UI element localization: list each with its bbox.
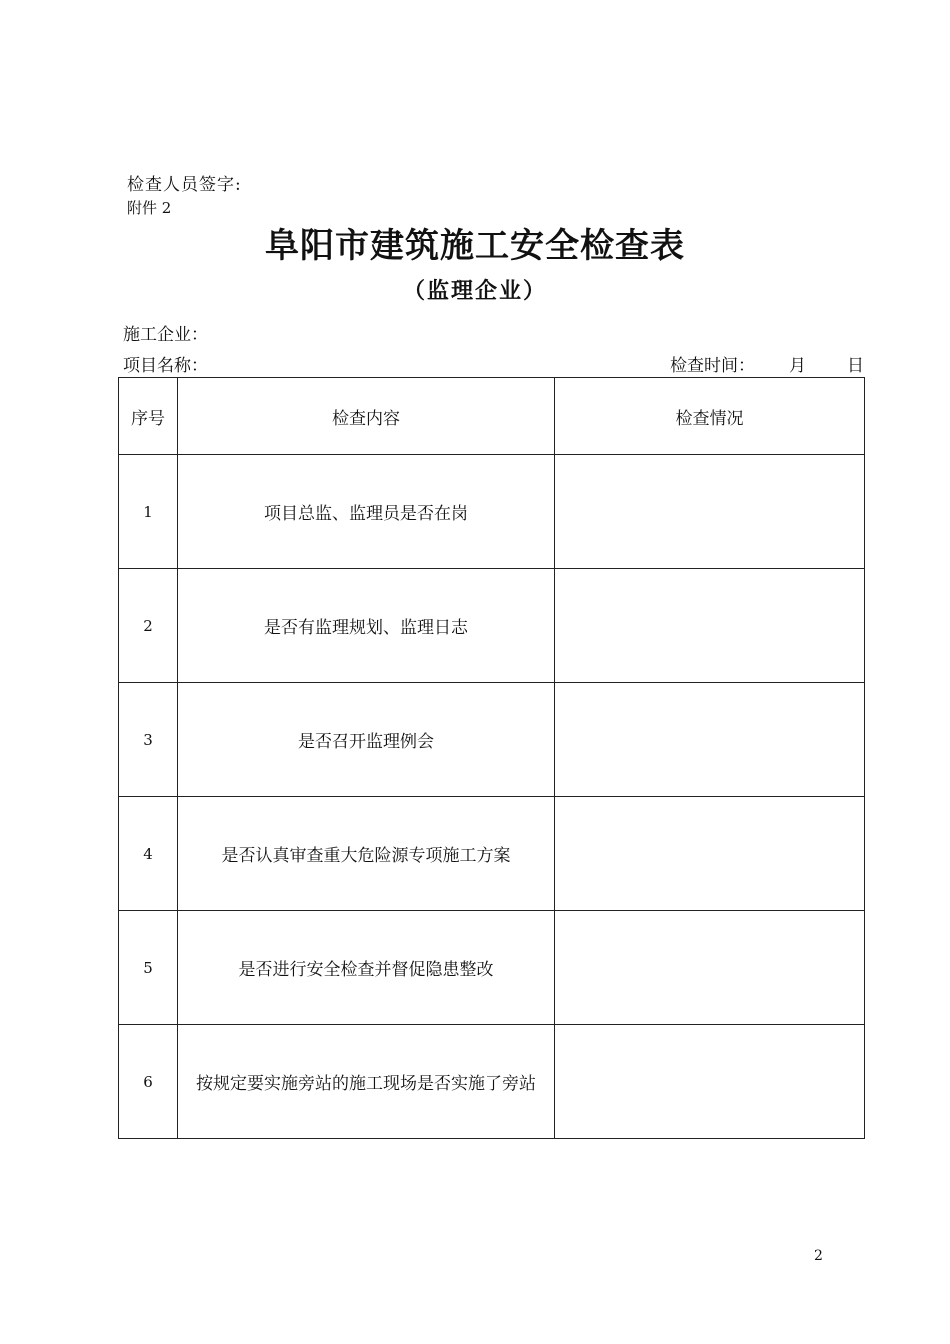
page-subtitle: （监理企业） — [402, 278, 547, 304]
row-status — [555, 1025, 865, 1139]
row-number: 3 — [119, 683, 178, 797]
month-label: 月 — [789, 356, 806, 376]
header-serial-number: 序号 — [119, 378, 178, 455]
row-content: 项目总监、监理员是否在岗 — [178, 455, 555, 569]
header-check-content: 检查内容 — [178, 378, 555, 455]
row-status — [555, 455, 865, 569]
row-number: 2 — [119, 569, 178, 683]
row-status — [555, 683, 865, 797]
row-number: 5 — [119, 911, 178, 1025]
row-status — [555, 569, 865, 683]
project-name-label: 项目名称： — [123, 356, 208, 376]
check-time-label: 检查时间： — [670, 356, 755, 376]
attachment-label: 附件 2 — [127, 199, 172, 217]
table-header-row — [119, 378, 865, 455]
table-row — [119, 797, 865, 911]
row-number: 4 — [119, 797, 178, 911]
day-label: 日 — [847, 356, 864, 376]
page-title: 阜阳市建筑施工安全检查表 — [265, 226, 685, 266]
row-content: 按规定要实施旁站的施工现场是否实施了旁站 — [178, 1025, 555, 1139]
company-label: 施工企业： — [123, 325, 208, 345]
table-row — [119, 911, 865, 1025]
row-content: 是否进行安全检查并督促隐患整改 — [178, 911, 555, 1025]
page-number: 2 — [814, 1248, 823, 1264]
table-row — [119, 455, 865, 569]
row-content: 是否召开监理例会 — [178, 683, 555, 797]
table-row — [119, 569, 865, 683]
inspection-table — [118, 377, 865, 1139]
row-content: 是否有监理规划、监理日志 — [178, 569, 555, 683]
row-number: 1 — [119, 455, 178, 569]
table-row — [119, 1025, 865, 1139]
row-number: 6 — [119, 1025, 178, 1139]
table-row — [119, 683, 865, 797]
header-check-status: 检查情况 — [555, 378, 865, 455]
row-status — [555, 911, 865, 1025]
row-content: 是否认真审查重大危险源专项施工方案 — [178, 797, 555, 911]
row-status — [555, 797, 865, 911]
inspector-signature-label: 检查人员签字: — [127, 175, 242, 195]
